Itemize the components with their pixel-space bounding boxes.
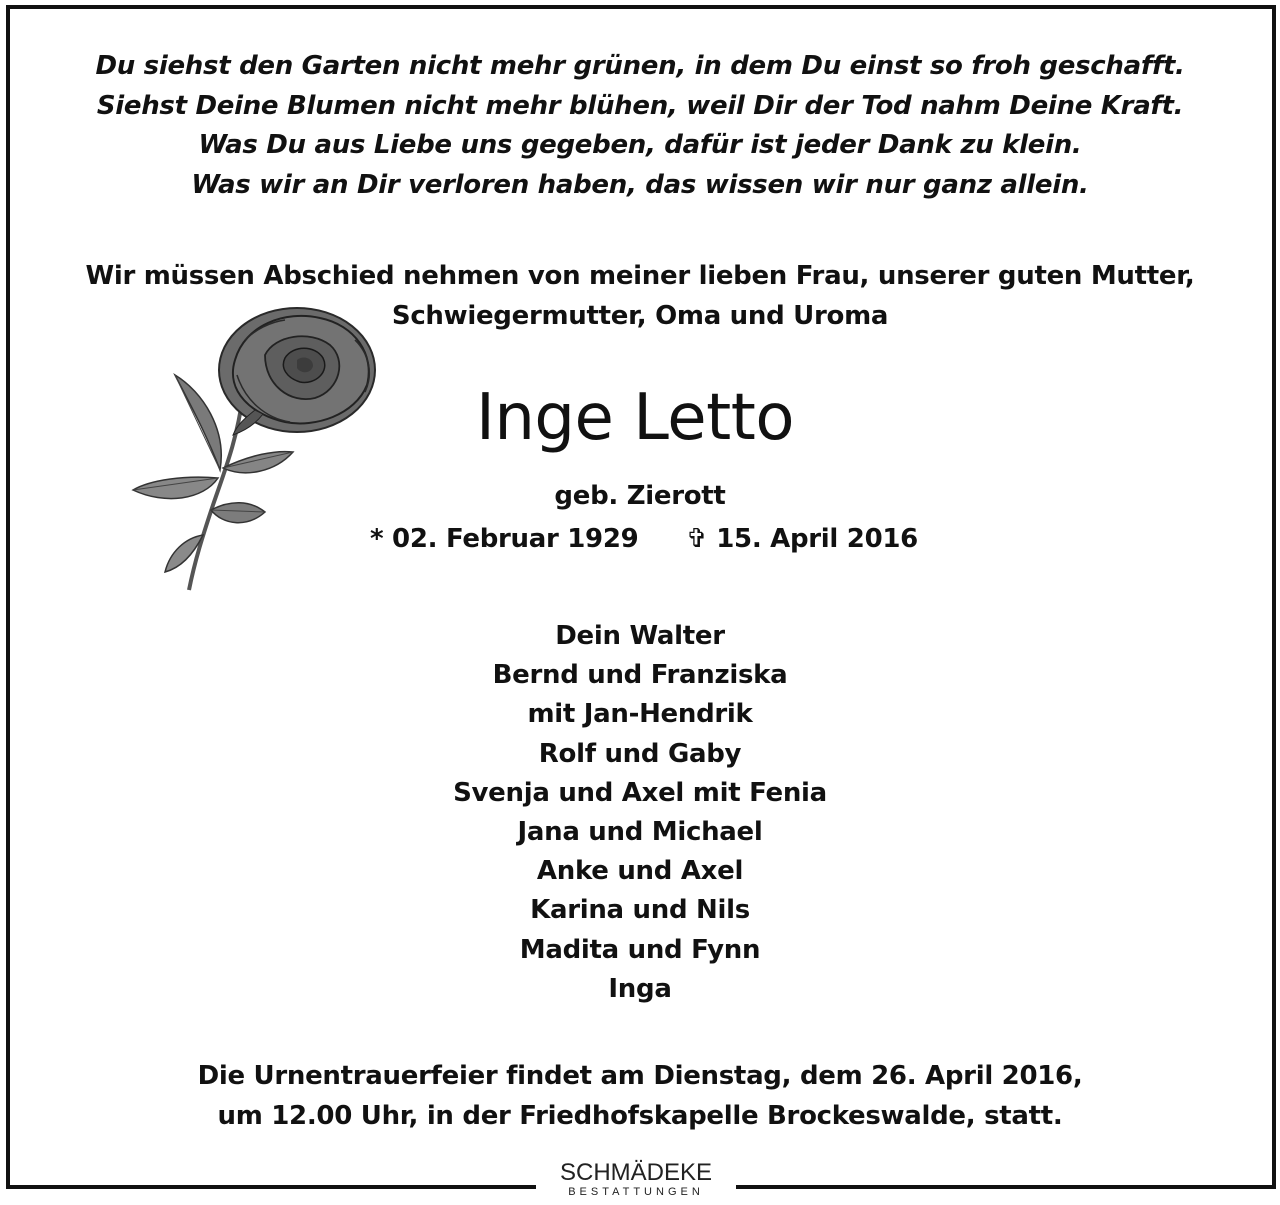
poem-line: Was Du aus Liebe uns gegeben, dafür ist jeder Dank zu klein. [198,130,1082,160]
poem-line: Siehst Deine Blumen nicht mehr blühen, weil Dir der Tod nahm Deine Kraft. [96,90,1184,121]
family-member: Jana und Michael [517,817,763,848]
poem-line: Was wir an Dir verloren haben, das wissen wir nur ganz allein. [191,169,1089,200]
family-member: Inga [608,973,672,1004]
ceremony-notice [0,1057,1280,1136]
poem-line: Du siehst den Garten nicht mehr grünen, in dem Du einst so froh geschafft. [95,51,1185,81]
family-member: Bernd und Franziska [492,660,788,691]
logo-sub-text: BESTATTUNGEN [568,1186,704,1198]
family-member: Rolf und Gaby [538,738,742,769]
birth-name: geb. Zierott [554,481,726,511]
deceased-name: Inge Letto [475,381,795,455]
funeral-home-logo [536,1158,736,1205]
family-list [0,617,1280,1009]
ceremony-line: Die Urnentrauerfeier findet am Dienstag, dem 26. April 2016, [197,1061,1083,1091]
family-member: Dein Walter [555,621,725,651]
ceremony-line: um 12.00 Uhr, in der Friedhofskapelle Brockeswalde, statt. [217,1100,1063,1131]
logo-main-text: SCHMÄDEKE [559,1159,713,1186]
intro-line: Schwiegermutter, Oma und Uroma [391,300,889,331]
family-member: mit Jan-Hendrik [527,699,753,730]
family-member: Karina und Nils [530,895,750,926]
life-dates [0,519,1280,559]
death-date: ✞ 15. April 2016 [686,524,918,554]
intro-line: Wir müssen Abschied nehmen von meiner lieben Frau, unserer guten Mutter, [85,261,1195,291]
family-member: Anke und Axel [536,856,744,887]
family-member: Svenja und Axel mit Fenia [453,777,827,808]
family-member: Madita und Fynn [519,934,761,965]
birth-date: * 02. Februar 1929 [370,524,639,554]
poem [0,47,1280,205]
